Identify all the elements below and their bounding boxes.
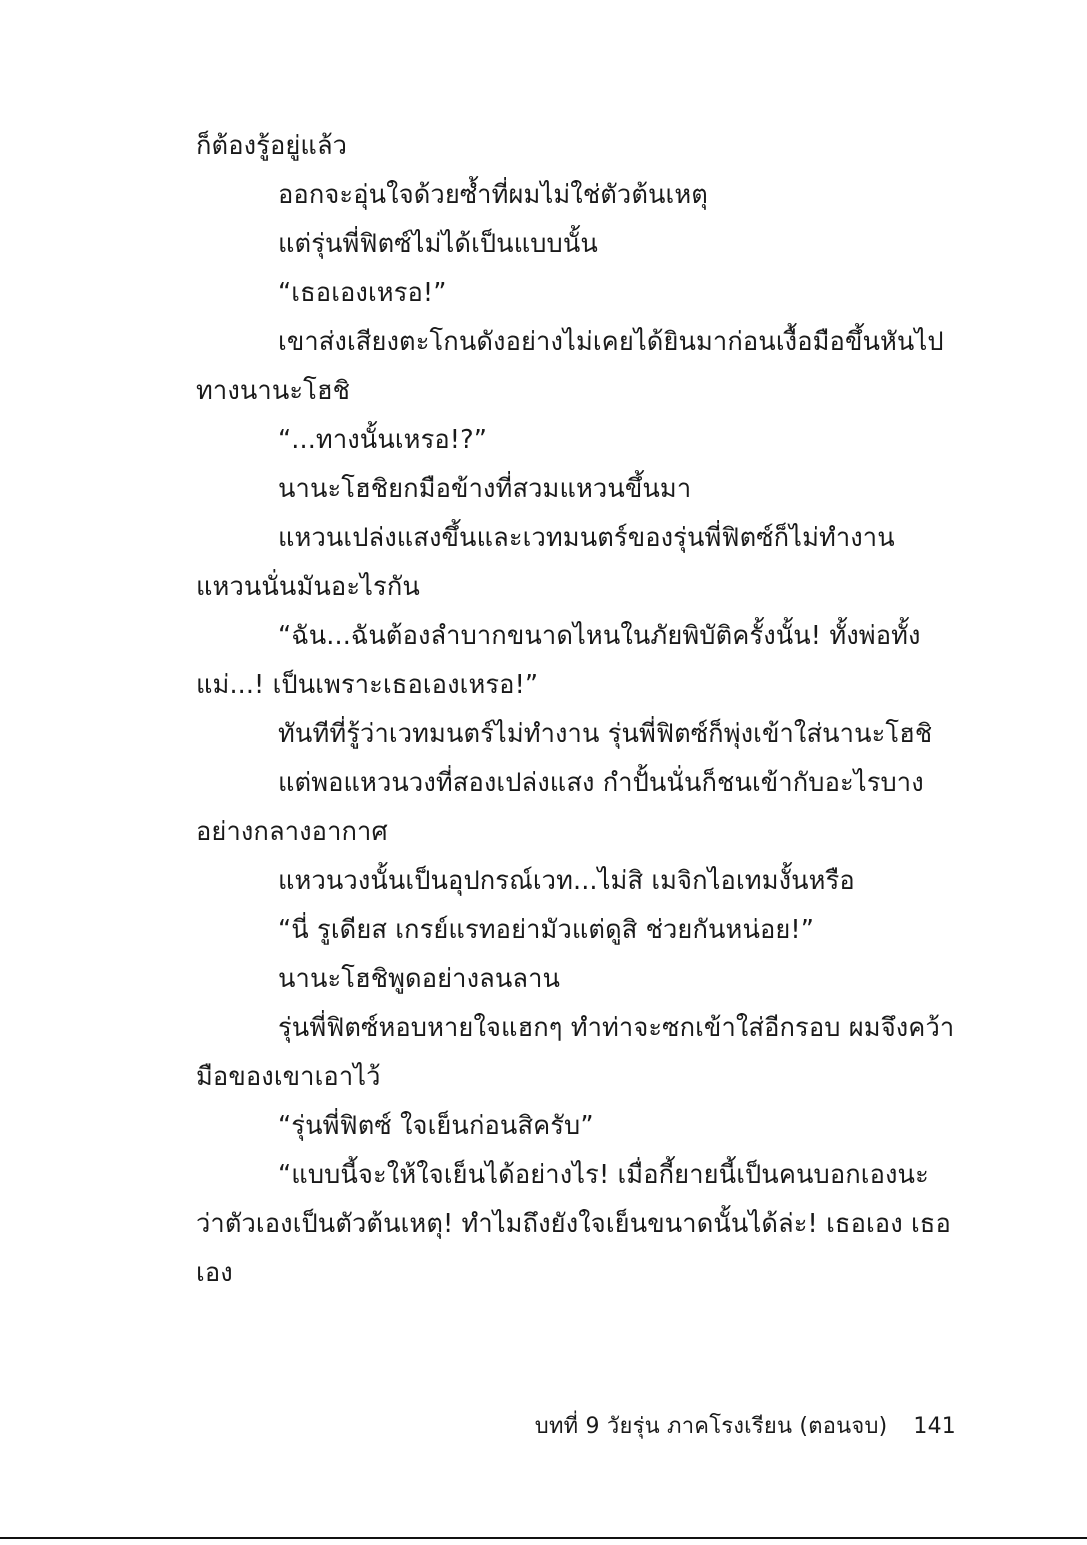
paragraph: ออกจะอุ่นใจด้วยซ้ำที่ผมไม่ใช่ตัวต้นเหตุ — [278, 180, 708, 210]
paragraph: “...ทางนั้นเหรอ!?” — [278, 425, 488, 455]
paragraph: นานะโฮชิพูดอย่างลนลาน — [278, 964, 561, 994]
paragraph: เขาส่งเสียงตะโกนดังอย่างไม่เคยได้ยินมาก่อนเงื้อมือขึ้นหันไปทางนานะโฮชิ — [196, 327, 944, 406]
paragraph: “นี่ รูเดียส เกรย์แรทอย่ามัวแต่ดูสิ ช่วยกันหน่อย!” — [278, 915, 815, 945]
paragraph: แต่รุ่นพี่ฟิตซ์ไม่ได้เป็นแบบนั้น — [278, 229, 598, 259]
paragraph: ก็ต้องรู้อยู่แล้ว — [196, 131, 348, 161]
paragraph: ทันทีที่รู้ว่าเวทมนตร์ไม่ทำงาน รุ่นพี่ฟิตซ์ก็พุ่งเข้าใส่นานะโฮชิ — [278, 719, 933, 749]
paragraph: รุ่นพี่ฟิตซ์หอบหายใจแฮกๆ ทำท่าจะซกเข้าใส่อีกรอบ ผมจึงคว้ามือของเขาเอาไว้ — [196, 1013, 955, 1092]
page-text-body — [196, 122, 956, 1298]
footer-chapter-title: บทที่ 9 วัยรุ่น ภาคโรงเรียน (ตอนจบ) — [534, 1414, 888, 1439]
paragraph: แหวนเปล่งแสงขึ้นและเวทมนตร์ของรุ่นพี่ฟิตซ์ก็ไม่ทำงาน แหวนนั่นมันอะไรกัน — [196, 523, 895, 602]
page-number: 141 — [913, 1414, 956, 1439]
paragraph: นานะโฮชิยกมือข้างที่สวมแหวนขึ้นมา — [278, 474, 692, 504]
page-footer — [196, 1408, 956, 1443]
bottom-divider — [0, 1537, 1087, 1539]
paragraph: แหวนวงนั้นเป็นอุปกรณ์เวท...ไม่สิ เมจิกไอเทมงั้นหรือ — [278, 866, 855, 896]
paragraph: “รุ่นพี่ฟิตซ์ ใจเย็นก่อนสิครับ” — [278, 1111, 594, 1141]
paragraph: “แบบนี้จะให้ใจเย็นได้อย่างไร! เมื่อกี้ยายนี้เป็นคนบอกเองนะว่าตัวเองเป็นตัวต้นเหตุ! ทำไมถึงยังใจเย็นขนาดนั้นได้ล่ะ! เธอเอง เธอเอง — [196, 1160, 951, 1288]
paragraph: “เธอเองเหรอ!” — [278, 278, 447, 308]
paragraph: “ฉัน...ฉันต้องลำบากขนาดไหนในภัยพิบัติครั้งนั้น! ทั้งพ่อทั้งแม่...! เป็นเพราะเธอเองเหรอ!” — [196, 621, 921, 700]
paragraph: แต่พอแหวนวงที่สองเปล่งแสง กำปั้นนั่นก็ชนเข้ากับอะไรบางอย่างกลางอากาศ — [196, 768, 924, 847]
